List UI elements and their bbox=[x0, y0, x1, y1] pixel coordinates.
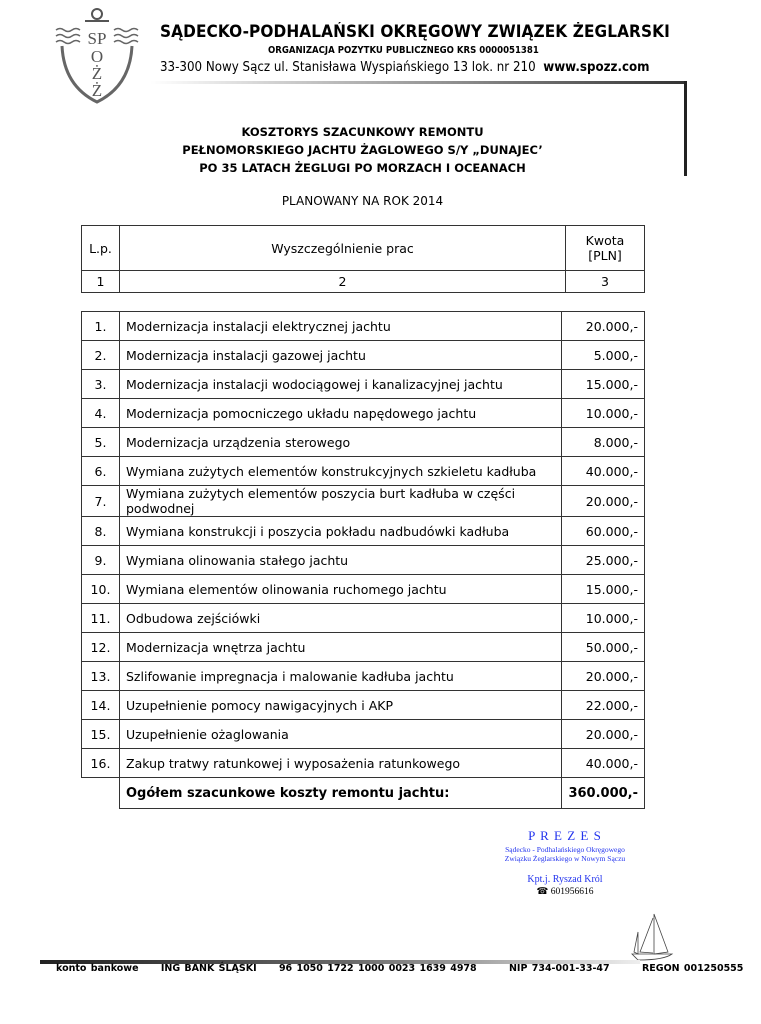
col-description: Wyszczególnienie prac bbox=[120, 226, 566, 271]
row-lp: 12. bbox=[82, 633, 120, 662]
col-number-1: 1 bbox=[82, 271, 120, 293]
svg-text:SP: SP bbox=[87, 29, 107, 48]
row-amount: 20.000,- bbox=[562, 312, 645, 341]
signature-name: Kpt.j. Ryszad Król bbox=[527, 874, 603, 885]
row-lp: 16. bbox=[82, 749, 120, 778]
table-row bbox=[82, 662, 645, 691]
row-lp: 1. bbox=[82, 312, 120, 341]
org-name: SĄDECKO-PODHALAŃSKI OKRĘGOWY ZWIĄZEK ŻEGLARSKI bbox=[160, 22, 670, 41]
table-row bbox=[82, 428, 645, 457]
org-address-line bbox=[160, 59, 650, 75]
spozz-logo bbox=[52, 6, 142, 104]
table-row bbox=[82, 486, 645, 517]
table-row bbox=[82, 457, 645, 486]
row-amount: 10.000,- bbox=[562, 604, 645, 633]
row-description: Modernizacja instalacji gazowej jachtu bbox=[120, 341, 562, 370]
signature-phone bbox=[440, 886, 690, 897]
doc-title-line2: PEŁNOMORSKIEGO JACHTU ŻAGLOWEGO S/Y „DUNAJEC’ bbox=[182, 143, 543, 157]
row-amount: 20.000,- bbox=[562, 486, 645, 517]
table-row bbox=[82, 341, 645, 370]
col-lp: L.p. bbox=[82, 226, 120, 271]
svg-text:O: O bbox=[90, 47, 104, 66]
row-amount: 8.000,- bbox=[562, 428, 645, 457]
row-lp: 8. bbox=[82, 517, 120, 546]
doc-title-line3: PO 35 LATACH ŻEGLUGI PO MORZACH I OCEANACH bbox=[199, 161, 526, 175]
table-row bbox=[82, 604, 645, 633]
table-header bbox=[81, 225, 645, 293]
svg-text:Ż: Ż bbox=[91, 81, 103, 100]
col-amount-label: Kwota bbox=[585, 233, 625, 248]
row-description: Uzupełnienie pomocy nawigacyjnych i AKP bbox=[120, 691, 562, 720]
col-amount bbox=[566, 226, 645, 271]
table-row bbox=[82, 312, 645, 341]
row-lp: 2. bbox=[82, 341, 120, 370]
bank-label: konto bankowe bbox=[56, 963, 139, 974]
row-lp: 6. bbox=[82, 457, 120, 486]
row-description: Modernizacja wnętrza jachtu bbox=[120, 633, 562, 662]
row-amount: 60.000,- bbox=[562, 517, 645, 546]
doc-title-line1: KOSZTORYS SZACUNKOWY REMONTU bbox=[241, 125, 484, 139]
row-description: Uzupełnienie ożaglowania bbox=[120, 720, 562, 749]
phone-number: 601956616 bbox=[550, 887, 594, 897]
row-amount: 5.000,- bbox=[562, 341, 645, 370]
row-amount: 15.000,- bbox=[562, 370, 645, 399]
svg-text:Ż: Ż bbox=[91, 64, 103, 83]
table-row bbox=[82, 370, 645, 399]
header-divider bbox=[150, 81, 685, 84]
planned-year: PLANOWANY NA ROK 2014 bbox=[281, 194, 444, 208]
footer bbox=[56, 963, 761, 974]
row-amount: 40.000,- bbox=[562, 457, 645, 486]
table-row bbox=[82, 691, 645, 720]
row-description: Modernizacja instalacji wodociągowej i kanalizacyjnej jachtu bbox=[120, 370, 562, 399]
sailboat-icon bbox=[632, 912, 687, 964]
signature-org1: Sądecko - Podhalańskiego Okręgowego bbox=[505, 845, 625, 854]
row-amount: 40.000,- bbox=[562, 749, 645, 778]
table-row bbox=[82, 575, 645, 604]
row-lp: 9. bbox=[82, 546, 120, 575]
row-lp: 5. bbox=[82, 428, 120, 457]
row-lp: 10. bbox=[82, 575, 120, 604]
nip: NIP 734-001-33-47 bbox=[508, 963, 610, 974]
bank-account: 96 1050 1722 1000 0023 1639 4978 bbox=[278, 963, 477, 974]
row-lp: 13. bbox=[82, 662, 120, 691]
row-amount: 20.000,- bbox=[562, 662, 645, 691]
total-label: Ogółem szacunkowe koszty remontu jachtu: bbox=[120, 778, 562, 809]
row-amount: 50.000,- bbox=[562, 633, 645, 662]
col-number-2: 2 bbox=[120, 271, 566, 293]
table-row bbox=[82, 546, 645, 575]
signature-title: P R E Z E S bbox=[528, 828, 602, 843]
row-description: Wymiana konstrukcji i poszycia pokładu nadbudówki kadłuba bbox=[120, 517, 562, 546]
table-row bbox=[82, 720, 645, 749]
signature-org2: Związku Żeglarskiego w Nowym Sączu bbox=[504, 854, 626, 863]
row-description: Wymiana olinowania stałego jachtu bbox=[120, 546, 562, 575]
row-amount: 10.000,- bbox=[562, 399, 645, 428]
total-amount: 360.000,- bbox=[562, 778, 645, 809]
row-amount: 25.000,- bbox=[562, 546, 645, 575]
row-description: Zakup tratwy ratunkowej i wyposażenia ratunkowego bbox=[120, 749, 562, 778]
row-description: Wymiana zużytych elementów konstrukcyjnych szkieletu kadłuba bbox=[120, 457, 562, 486]
row-amount: 15.000,- bbox=[562, 575, 645, 604]
row-description: Wymiana zużytych elementów poszycia burt kadłuba w części podwodnej bbox=[120, 486, 562, 517]
table-row bbox=[82, 633, 645, 662]
total-row bbox=[82, 778, 645, 809]
col-number-3: 3 bbox=[566, 271, 645, 293]
bank-name: ING BANK ŚLĄSKI bbox=[160, 963, 257, 974]
row-description: Wymiana elementów olinowania ruchomego jachtu bbox=[120, 575, 562, 604]
phone-icon: ☎ bbox=[536, 887, 551, 897]
total-blank bbox=[82, 778, 120, 809]
row-description: Modernizacja urządzenia sterowego bbox=[120, 428, 562, 457]
row-description: Modernizacja pomocniczego układu napędowego jachtu bbox=[120, 399, 562, 428]
row-lp: 15. bbox=[82, 720, 120, 749]
org-subtitle: ORGANIZACJA POŻYTKU PUBLICZNEGO KRS 0000051381 bbox=[268, 45, 539, 56]
row-amount: 22.000,- bbox=[562, 691, 645, 720]
address: 33-300 Nowy Sącz ul. Stanisława Wyspiańskiego 13 lok. nr 210 bbox=[160, 59, 536, 75]
row-description: Szlifowanie impregnacja i malowanie kadłuba jachtu bbox=[120, 662, 562, 691]
regon: REGON 001250555 bbox=[641, 963, 744, 974]
row-lp: 11. bbox=[82, 604, 120, 633]
row-amount: 20.000,- bbox=[562, 720, 645, 749]
row-description: Odbudowa zejściówki bbox=[120, 604, 562, 633]
row-description: Modernizacja instalacji elektrycznej jachtu bbox=[120, 312, 562, 341]
row-lp: 3. bbox=[82, 370, 120, 399]
col-amount-unit: [PLN] bbox=[588, 248, 622, 263]
website-link[interactable]: www.spozz.com bbox=[543, 59, 650, 75]
row-lp: 4. bbox=[82, 399, 120, 428]
row-lp: 7. bbox=[82, 486, 120, 517]
table-row bbox=[82, 749, 645, 778]
table-row bbox=[82, 399, 645, 428]
cost-table bbox=[81, 311, 645, 809]
row-lp: 14. bbox=[82, 691, 120, 720]
table-row bbox=[82, 517, 645, 546]
